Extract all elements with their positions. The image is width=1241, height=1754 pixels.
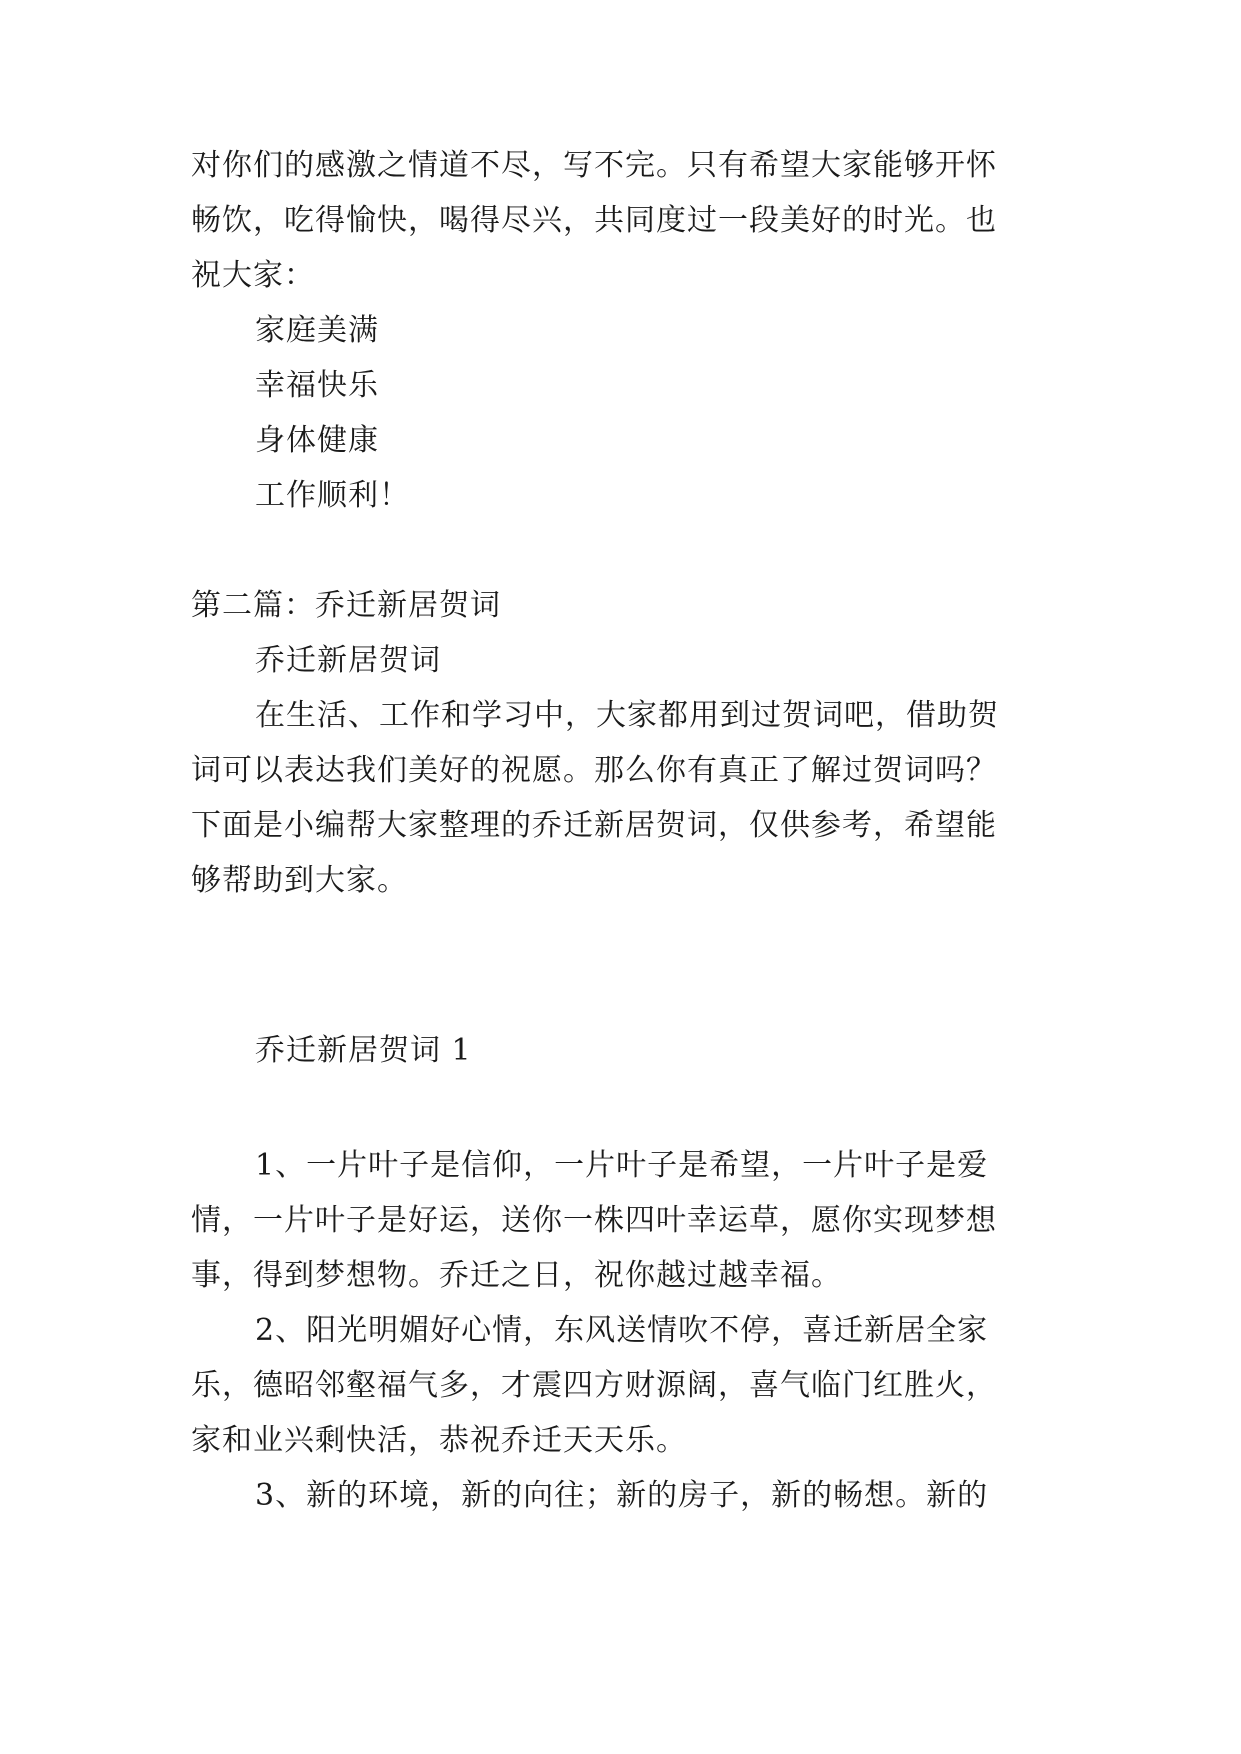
intro-line: 对你们的感激之情道不尽，写不完。只有希望大家能够开怀 — [191, 148, 997, 183]
list-item-line: 事，得到梦想物。乔迁之日，祝你越过越幸福。 — [191, 1258, 842, 1293]
intro-line: 畅饮，吃得愉快，喝得尽兴，共同度过一段美好的时光。也 — [191, 203, 997, 238]
paragraph-line: 词可以表达我们美好的祝愿。那么你有真正了解过贺词吗？ — [191, 753, 997, 788]
list-item-line: 情，一片叶子是好运，送你一株四叶幸运草，愿你实现梦想 — [191, 1203, 997, 1238]
wish-line: 身体健康 — [255, 423, 379, 458]
section-heading: 第二篇：乔迁新居贺词 — [191, 588, 501, 623]
list-item-line: 1、一片叶子是信仰，一片叶子是希望，一片叶子是爱 — [255, 1148, 989, 1183]
wish-line: 幸福快乐 — [255, 368, 379, 403]
list-item-line: 2、阳光明媚好心情，东风送情吹不停，喜迁新居全家 — [255, 1313, 989, 1348]
list-item-line: 家和业兴剩快活，恭祝乔迁天天乐。 — [191, 1423, 687, 1458]
paragraph-line: 在生活、工作和学习中，大家都用到过贺词吧，借助贺 — [255, 698, 999, 733]
wish-line: 工作顺利！ — [255, 478, 410, 513]
list-item-line: 3、新的环境，新的向往；新的房子，新的畅想。新的 — [255, 1478, 989, 1513]
subtitle: 乔迁新居贺词 — [255, 643, 441, 678]
sub-heading: 乔迁新居贺词 1 — [255, 1033, 472, 1068]
wish-line: 家庭美满 — [255, 313, 379, 348]
paragraph-line: 下面是小编帮大家整理的乔迁新居贺词，仅供参考，希望能 — [191, 808, 997, 843]
intro-line: 祝大家： — [191, 258, 315, 293]
list-item-line: 乐，德昭邻壑福气多，才震四方财源阔，喜气临门红胜火， — [191, 1368, 997, 1403]
paragraph-line: 够帮助到大家。 — [191, 863, 408, 898]
